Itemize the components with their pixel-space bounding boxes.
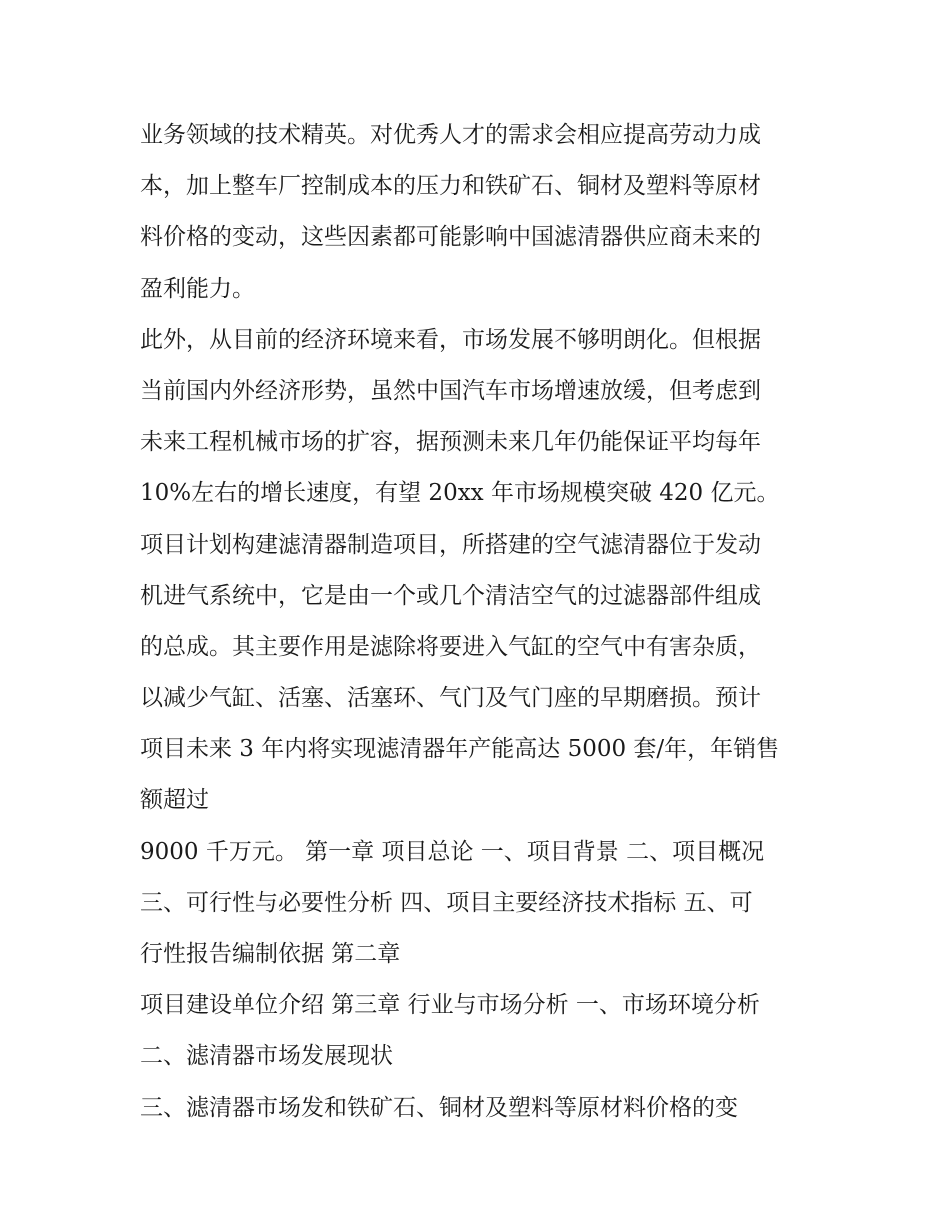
text-line: 三、滤清器市场发和铁矿石、铜材及塑料等原材料价格的变 xyxy=(140,1094,738,1121)
text-line: 额超过 xyxy=(140,787,209,814)
body-text xyxy=(140,110,820,1134)
text-line: 此外，从目前的经济环境来看，市场发展不够明朗化。但根据 xyxy=(140,326,761,353)
text-line: 的总成。其主要作用是滤除将要进入气缸的空气中有害杂质， xyxy=(140,633,761,660)
text-line: 项目建设单位介绍 第三章 行业与市场分析 一、市场环境分析 xyxy=(140,992,760,1019)
text-line: 行性报告编制依据 第二章 xyxy=(140,941,401,967)
text-line: 项目计划构建滤清器制造项目，所搭建的空气滤清器位于发动 xyxy=(140,531,761,558)
text-line: 本，加上整车厂控制成本的压力和铁矿石、铜材及塑料等原材 xyxy=(140,173,761,200)
text-line: 三、可行性与必要性分析 四、项目主要经济技术指标 五、可 xyxy=(140,889,753,916)
text-line: 10%左右的增长速度，有望 20xx 年市场规模突破 420 亿元。 xyxy=(140,480,780,507)
text-line: 9000 千万元。 第一章 项目总论 一、项目背景 二、项目概况 xyxy=(140,838,765,865)
text-line: 二、滤清器市场发展现状 xyxy=(140,1043,393,1070)
text-line: 料价格的变动，这些因素都可能影响中国滤清器供应商未来的 xyxy=(140,224,761,251)
text-line: 盈利能力。 xyxy=(140,275,255,302)
text-line: 项目未来 3 年内将实现滤清器年产能高达 5000 套/年，年销售 xyxy=(140,736,780,763)
text-line: 以减少气缸、活塞、活塞环、气门及气门座的早期磨损。预计 xyxy=(140,685,761,712)
text-line: 业务领域的技术精英。对优秀人才的需求会相应提高劳动力成 xyxy=(140,122,761,148)
text-line: 当前国内外经济形势，虽然中国汽车市场增速放缓，但考虑到 xyxy=(140,377,761,404)
text-line: 未来工程机械市场的扩容，据预测未来几年仍能保证平均每年 xyxy=(140,429,761,456)
text-line: 机进气系统中，它是由一个或几个清洁空气的过滤器部件组成 xyxy=(140,582,761,609)
